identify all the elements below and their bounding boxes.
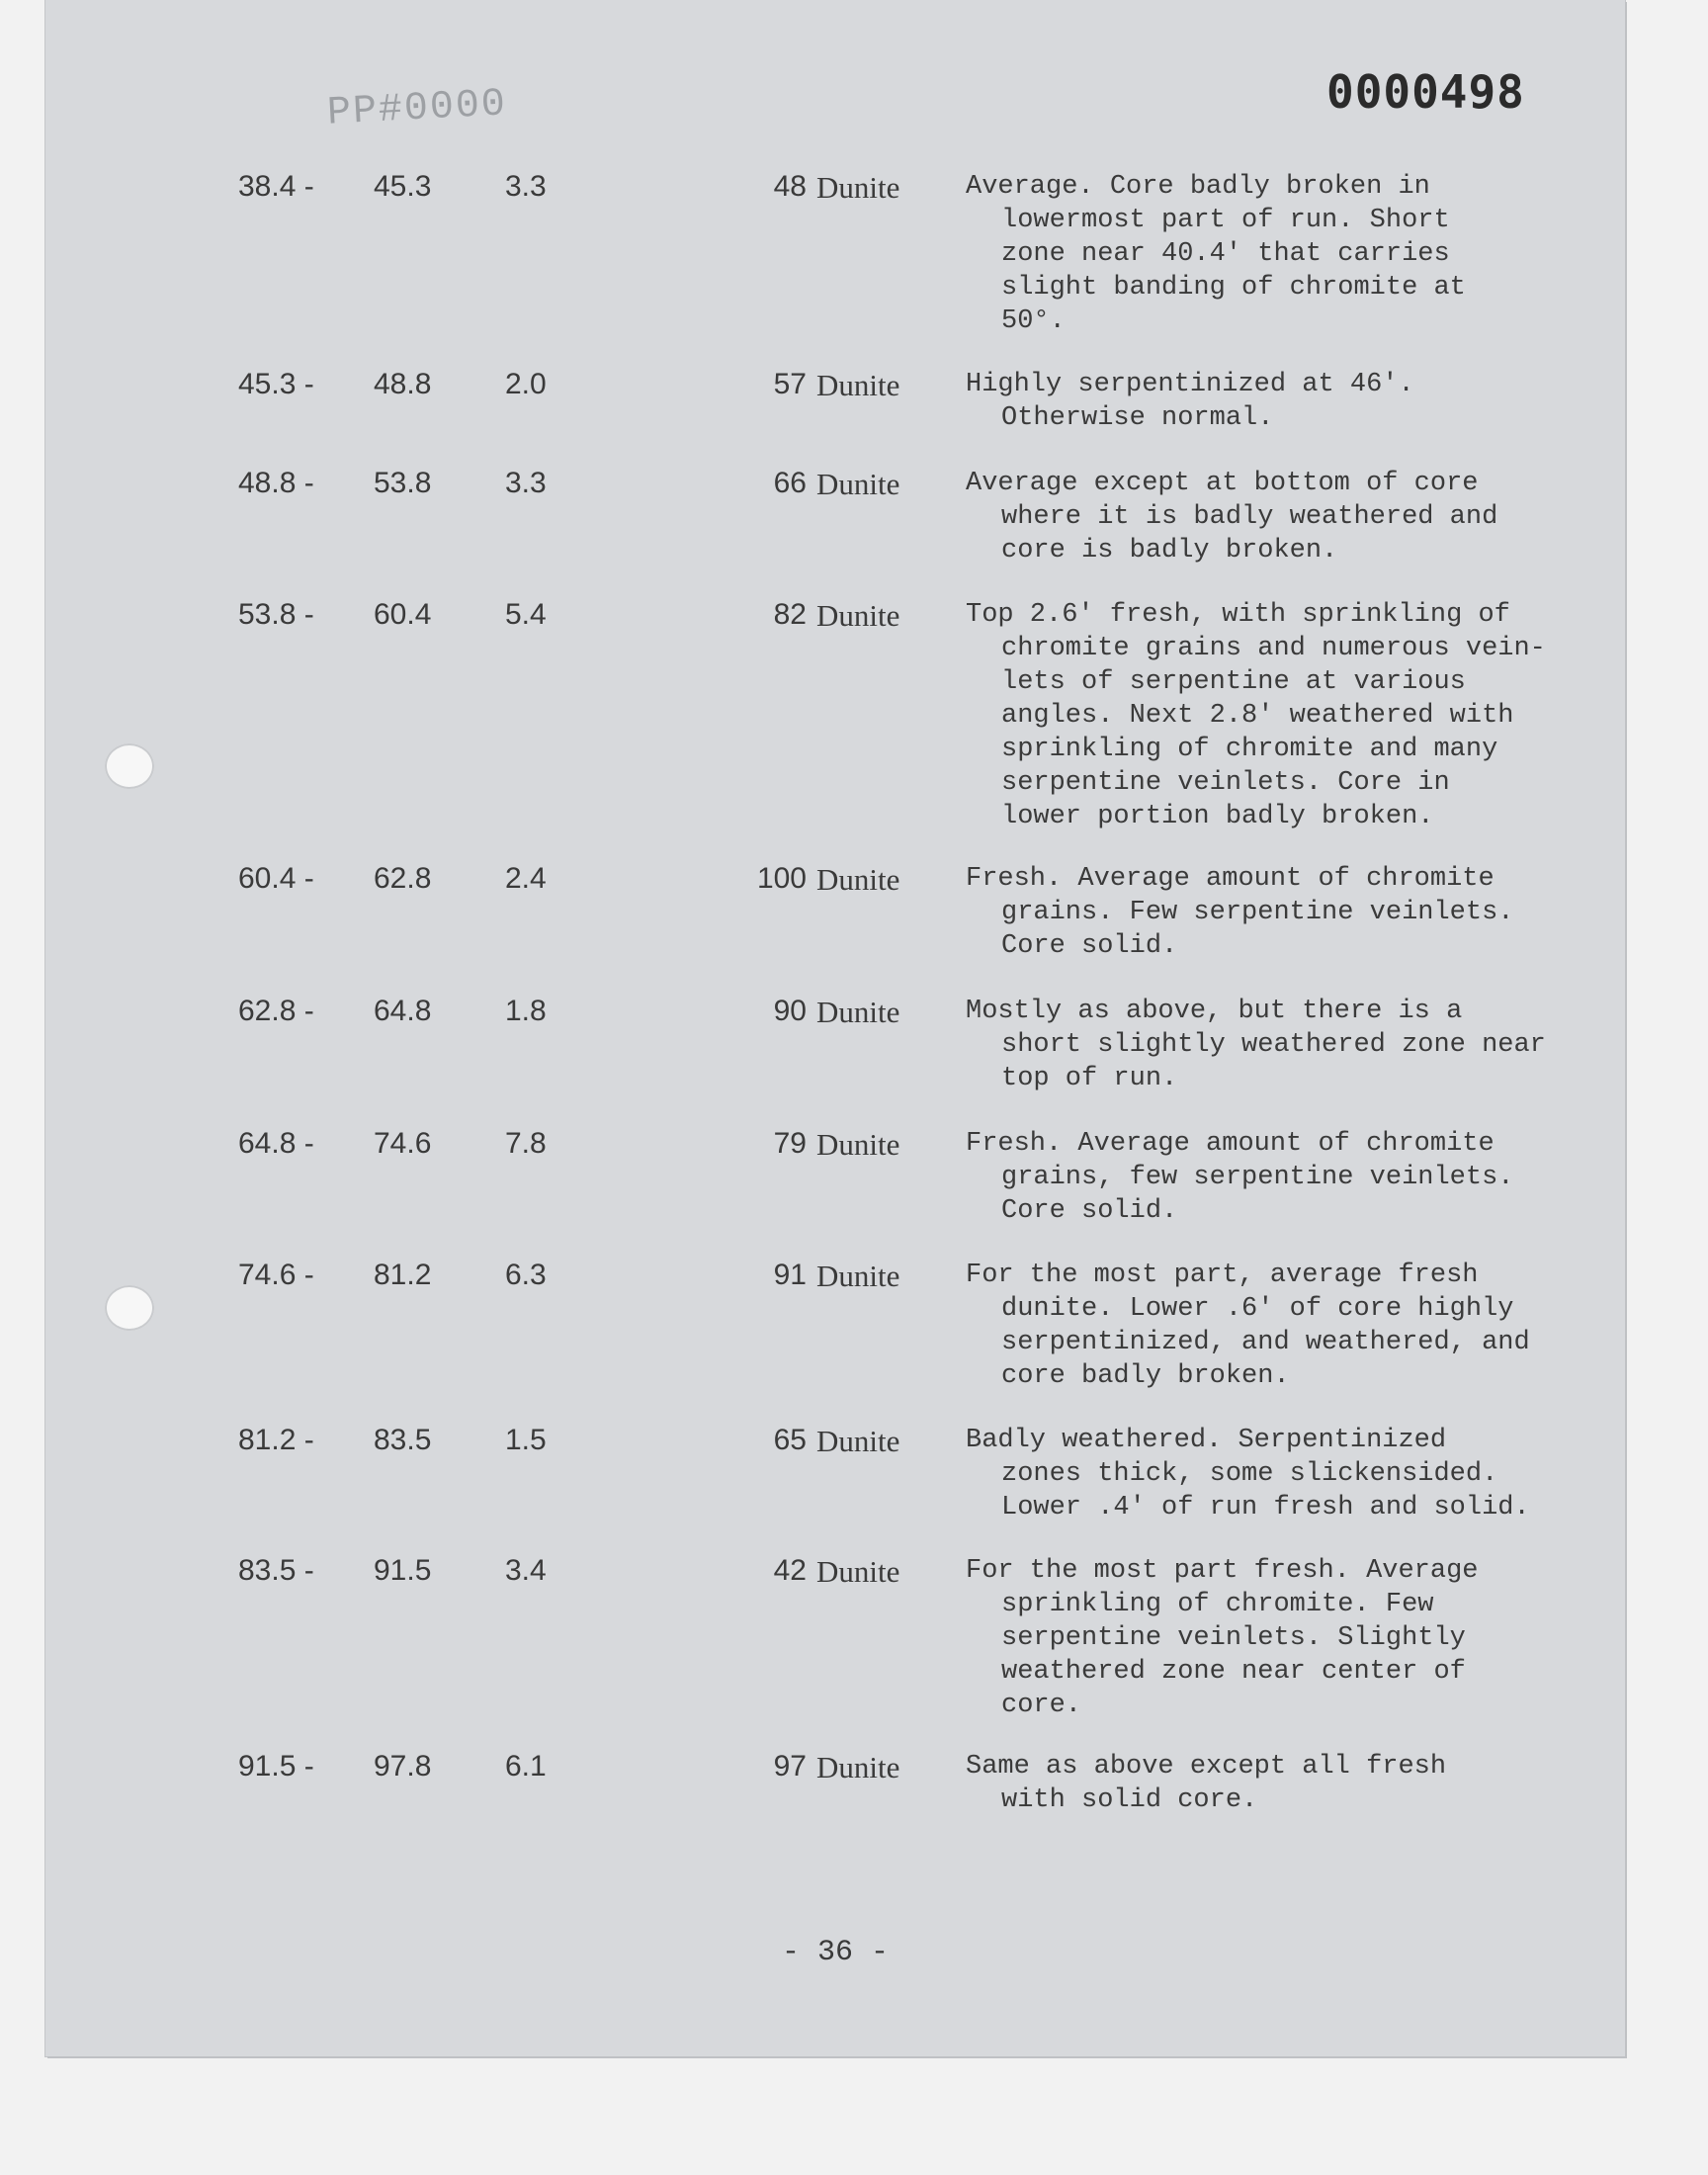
description-line: weathered zone near center of [1001,1657,1466,1687]
description-line: chromite grains and numerous vein- [1001,634,1546,663]
description-line: Average except at bottom of core [966,469,1479,498]
description-line: dunite. Lower .6' of core highly [1001,1294,1514,1324]
depth-to: 45.3 [374,170,432,203]
depth-to: 53.8 [374,467,432,499]
depth-from: 74.6 - [238,1259,314,1291]
run-length: 6.1 [505,1750,547,1783]
description-line: core. [1001,1691,1082,1720]
punch-hole [105,1285,154,1331]
depth-to: 60.4 [374,598,432,631]
rock-type: Dunite [816,467,900,501]
run-length: 1.5 [505,1424,547,1456]
depth-to: 81.2 [374,1259,432,1291]
depth-to: 83.5 [374,1424,432,1456]
description [966,1554,1598,1722]
description [966,467,1598,567]
depth-from: 53.8 - [238,598,314,631]
description-line: where it is badly weathered and [1001,502,1498,532]
description-line: with solid core. [1001,1785,1258,1815]
core-recovery: 100 [756,862,807,895]
rock-type: Dunite [816,862,900,897]
run-length: 3.3 [505,467,547,499]
depth-from: 64.8 - [238,1127,314,1160]
depth-from: 45.3 - [238,368,314,400]
description-line: sprinkling of chromite and many [1001,735,1498,764]
description [966,1259,1598,1393]
depth-to: 64.8 [374,995,432,1027]
document-page [45,0,1625,2056]
description-line: angles. Next 2.8' weathered with [1001,701,1514,731]
description-line: Badly weathered. Serpentinized [966,1426,1447,1455]
depth-from: 83.5 - [238,1554,314,1587]
core-recovery: 57 [773,368,807,400]
core-recovery: 91 [773,1259,807,1291]
core-recovery: 42 [773,1554,807,1587]
rock-type: Dunite [816,1750,900,1784]
depth-from: 38.4 - [238,170,314,203]
description-line: sprinkling of chromite. Few [1001,1590,1434,1619]
core-recovery: 90 [773,995,807,1027]
depth-to: 91.5 [374,1554,432,1587]
description-line: lets of serpentine at various [1001,667,1466,697]
description-line: Core solid. [1001,1196,1178,1226]
run-length: 3.3 [505,170,547,203]
description-line: Fresh. Average amount of chromite [966,864,1494,894]
description-line: For the most part fresh. Average [966,1556,1479,1586]
description-line: lowermost part of run. Short [1001,206,1450,235]
description [966,862,1598,963]
run-length: 2.0 [505,368,547,400]
run-length: 7.8 [505,1127,547,1160]
depth-from: 60.4 - [238,862,314,895]
description-line: zone near 40.4' that carries [1001,239,1450,269]
description-line: top of run. [1001,1064,1178,1093]
description-line: Otherwise normal. [1001,403,1274,433]
depth-to: 62.8 [374,862,432,895]
core-recovery: 79 [773,1127,807,1160]
core-recovery: 82 [773,598,807,631]
description-line: Mostly as above, but there is a [966,997,1463,1026]
description-line: zones thick, some slickensided. [1001,1459,1498,1489]
description-line: For the most part, average fresh [966,1261,1479,1290]
rock-type: Dunite [816,1424,900,1458]
document-number-stamp: 0000498 [1326,65,1525,119]
description [966,170,1598,338]
description-line: lower portion badly broken. [1001,802,1434,831]
description-line: Lower .4' of run fresh and solid. [1001,1493,1530,1522]
rock-type: Dunite [816,368,900,402]
description-line: serpentine veinlets. Slightly [1001,1623,1466,1653]
description-line: core is badly broken. [1001,536,1338,566]
description-line: Average. Core badly broken in [966,172,1430,202]
description [966,368,1598,435]
depth-from: 91.5 - [238,1750,314,1783]
depth-to: 48.8 [374,368,432,400]
stamp-number-faint: PP#0000 [325,82,509,136]
punch-hole [105,743,154,789]
description-line: serpentine veinlets. Core in [1001,768,1450,798]
run-length: 1.8 [505,995,547,1027]
run-length: 3.4 [505,1554,547,1587]
description-line: slight banding of chromite at [1001,273,1466,303]
run-length: 6.3 [505,1259,547,1291]
description-line: 50°. [1001,306,1066,336]
description-line: grains. Few serpentine veinlets. [1001,898,1514,927]
depth-from: 48.8 - [238,467,314,499]
rock-type: Dunite [816,170,900,205]
description-line: Highly serpentinized at 46'. [966,370,1414,399]
description [966,995,1598,1095]
description-line: serpentinized, and weathered, and [1001,1328,1530,1357]
description-line: grains, few serpentine veinlets. [1001,1163,1514,1192]
description [966,1424,1598,1524]
description-line: core badly broken. [1001,1361,1290,1391]
page-number: - 36 - [781,1936,890,1969]
description-line: short slightly weathered zone near [1001,1030,1546,1060]
rock-type: Dunite [816,1127,900,1162]
description [966,598,1598,833]
rock-type: Dunite [816,1259,900,1293]
depth-to: 97.8 [374,1750,432,1783]
run-length: 5.4 [505,598,547,631]
depth-to: 74.6 [374,1127,432,1160]
rock-type: Dunite [816,1554,900,1589]
depth-from: 81.2 - [238,1424,314,1456]
description-line: Top 2.6' fresh, with sprinkling of [966,600,1510,630]
core-recovery: 97 [773,1750,807,1783]
description [966,1127,1598,1228]
description-line: Fresh. Average amount of chromite [966,1129,1494,1159]
description-line: Core solid. [1001,931,1178,961]
run-length: 2.4 [505,862,547,895]
core-recovery: 48 [773,170,807,203]
core-recovery: 66 [773,467,807,499]
core-recovery: 65 [773,1424,807,1456]
description [966,1750,1598,1817]
description-line: Same as above except all fresh [966,1752,1447,1782]
rock-type: Dunite [816,598,900,633]
rock-type: Dunite [816,995,900,1029]
depth-from: 62.8 - [238,995,314,1027]
